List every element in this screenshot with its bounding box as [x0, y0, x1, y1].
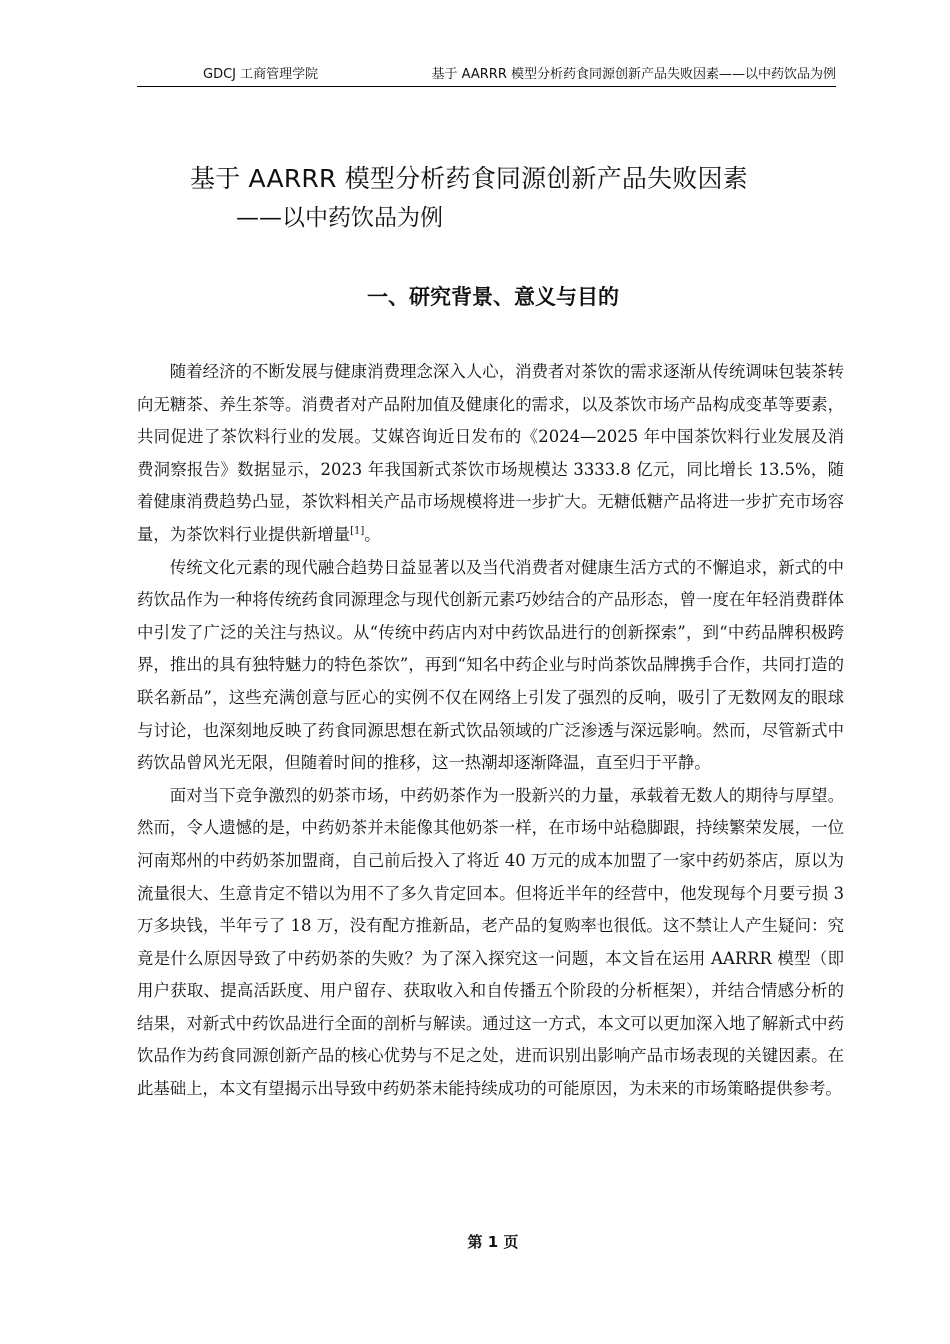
citation-1[interactable]: [1]	[350, 525, 365, 537]
header-institution: GDCJ 工商管理学院	[203, 67, 319, 82]
paper-title: 基于 AARRR 模型分析药食同源创新产品失败因素	[190, 164, 748, 193]
paragraph-1-text: 随着经济的不断发展与健康消费理念深入人心，消费者对茶饮的需求逐渐从传统调味包装茶转向无糖茶、养生茶等。消费者对产品附加值及健康化的需求，以及茶饮市场产品构成变革等要素，共同促进了茶饮料行业的发展。艾媒咨询近日发布的《2024—2025 年中国茶饮料行业发展及消费洞察报告》数据显示，2023 年我国新式茶饮市场规模达 3333.8 亿元，同比增长 13.5%，随着健康消费趋势凸显，茶饮料相关产品市场规模将进一步扩大。无糖低糖产品将进一步扩充市场容量，为茶饮料行业提供新增量	[137, 362, 844, 544]
page-number: 第 1 页	[467, 1233, 519, 1251]
section-heading: 一、研究背景、意义与目的	[367, 285, 619, 309]
running-header	[137, 66, 836, 87]
body-text	[137, 356, 844, 1106]
paper-subtitle: ——以中药饮品为例	[236, 205, 443, 231]
paragraph-2: 传统文化元素的现代融合趋势日益显著以及当代消费者对健康生活方式的不懈追求，新式的中药饮品作为一种将传统药食同源理念与现代创新元素巧妙结合的产品形态，曾一度在年轻消费群体中引发了广泛的关注与热议。从“传统中药店内对中药饮品进行的创新探索”，到“中药品牌积极跨界，推出的具有独特魅力的特色茶饮”，再到“知名中药企业与时尚茶饮品牌携手合作，共同打造的联名新品”，这些充满创意与匠心的实例不仅在网络上引发了强烈的反响，吸引了无数网友的眼球与讨论，也深刻地反映了药食同源思想在新式饮品领域的广泛渗透与深远影响。然而，尽管新式中药饮品曾风光无限，但随着时间的推移，这一热潮却逐渐降温，直至归于平静。	[137, 557, 844, 773]
paragraph-3: 面对当下竞争激烈的奶茶市场，中药奶茶作为一股新兴的力量，承载着无数人的期待与厚望。然而，令人遗憾的是，中药奶茶并未能像其他奶茶一样，在市场中站稳脚跟，持续繁荣发展，一位河南郑州的中药奶茶加盟商，自己前后投入了将近 40 万元的成本加盟了一家中药奶茶店，原以为流量很大、生意肯定不错以为用不了多久肯定回本。但将近半年的经营中，他发现每个月要亏损 3 万多块钱，半年亏了 18 万，没有配方推新品，老产品的复购率也很低。这不禁让人产生疑问：究竟是什么原因导致了中药奶茶的失败？为了深入探究这一问题，本文旨在运用 AARRR 模型（即用户获取、提高活跃度、用户留存、获取收入和自传播五个阶段的分析框架），并结合情感分析的结果，对新式中药饮品进行全面的剖析与解读。通过这一方式，本文可以更加深入地了解新式中药饮品作为药食同源创新产品的核心优势与不足之处，进而识别出影响产品市场表现的关键因素。在此基础上，本文有望揭示出导致中药奶茶未能持续成功的可能原因，为未来的市场策略提供参考。	[137, 785, 844, 1099]
paragraph-1	[137, 356, 844, 552]
paragraph-1-tail: 。	[364, 524, 381, 544]
header-paper-title: 基于 AARRR 模型分析药食同源创新产品失败因素——以中药饮品为例	[431, 67, 836, 82]
